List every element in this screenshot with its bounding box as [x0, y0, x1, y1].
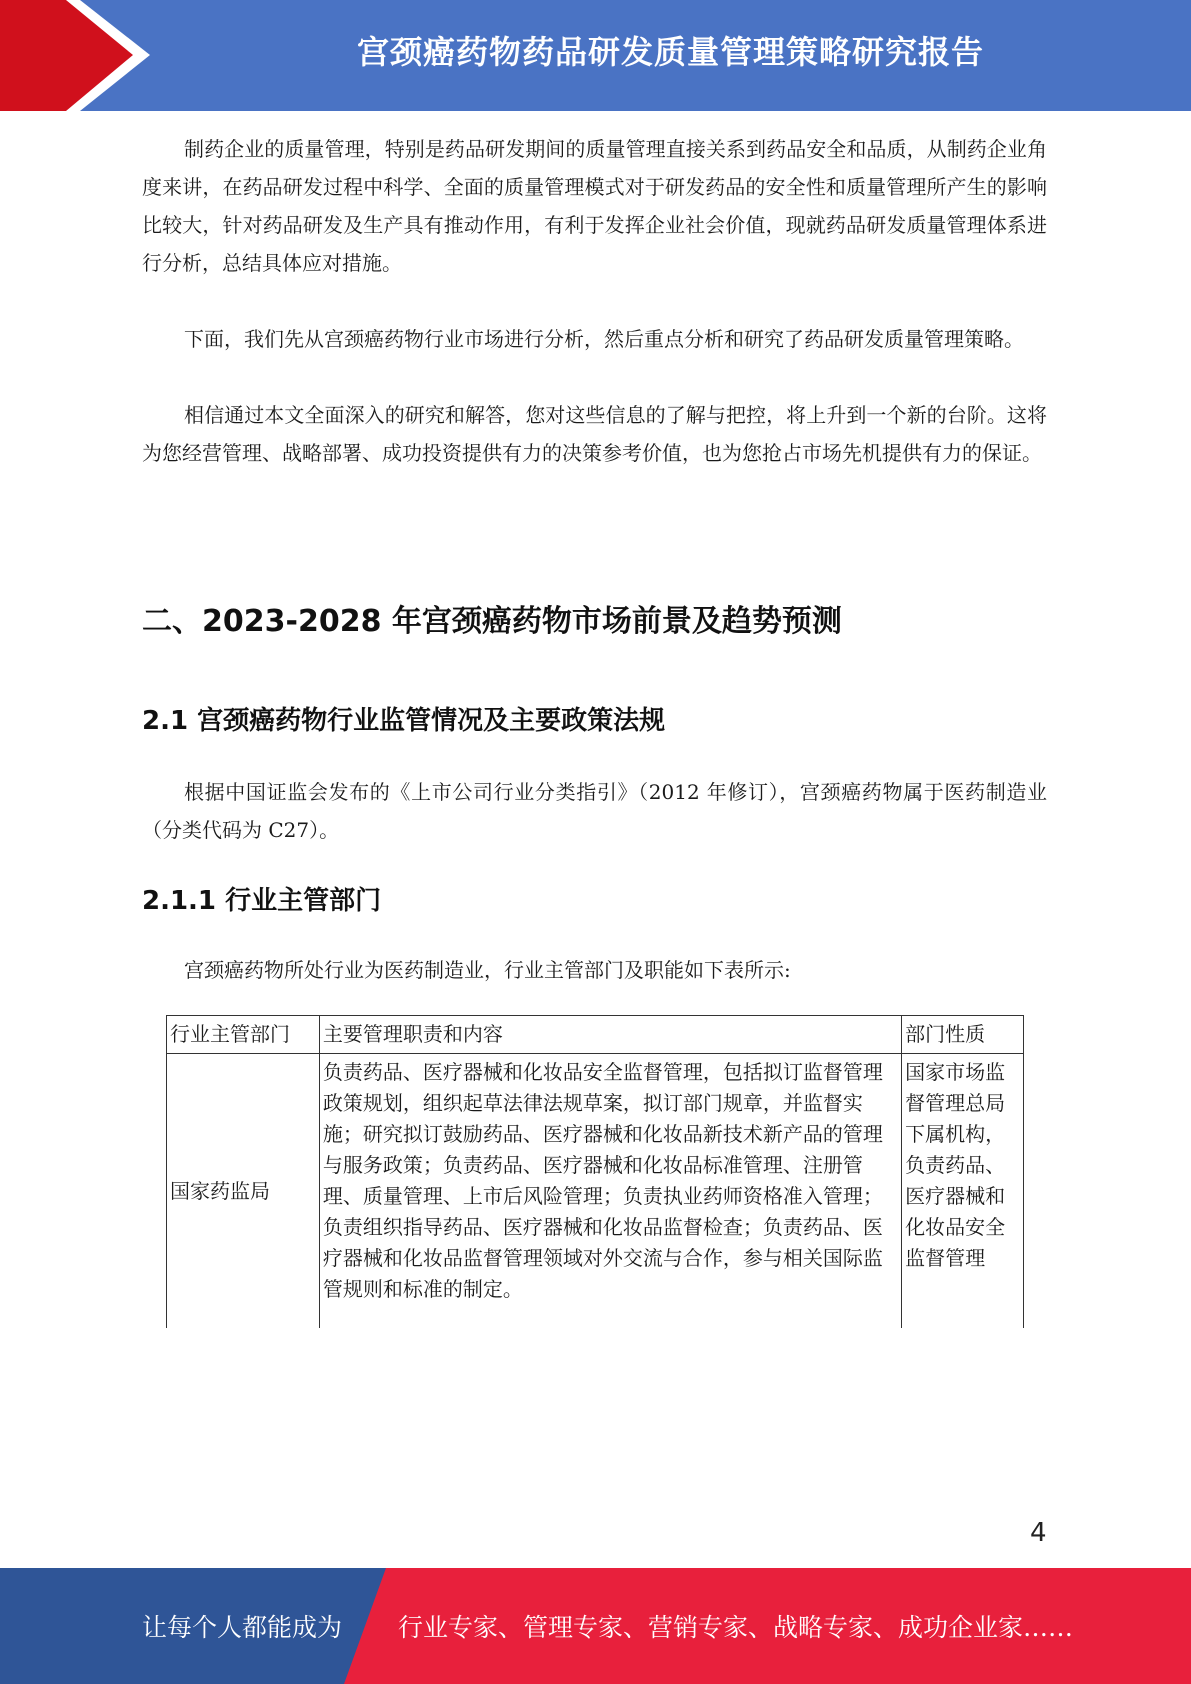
page-header: [0, 0, 1191, 111]
subsection-heading-2-1: 2.1 宫颈癌药物行业监管情况及主要政策法规: [142, 706, 666, 736]
table-cell-duties: 负责药品、医疗器械和化妆品安全监督管理，包括拟订监督管理政策规划，组织起草法律法规草案，拟订部门规章，并监督实施；研究拟订鼓励药品、医疗器械和化妆品新技术新产品的管理与服务政策；负责药品、医疗器械和化妆品标准管理、注册管理、质量管理、上市后风险管理；负责执业药师资格准入管理；负责组织指导药品、医疗器械和化妆品监督检查；负责药品、医疗器械和化妆品监督管理领域对外交流与合作，参与相关国际监管规则和标准的制定。: [319, 1054, 901, 1329]
footer-slogan-right: 行业专家、管理专家、营销专家、战略专家、成功企业家……: [398, 1613, 1074, 1642]
intro-paragraph-3: 相信通过本文全面深入的研究和解答，您对这些信息的了解与把控，将上升到一个新的台阶。这将为您经营管理、战略部署、成功投资提供有力的决策参考价值，也为您抢占市场先机提供有力的保证。: [142, 403, 1047, 465]
table-header-cell: 行业主管部门: [167, 1016, 320, 1054]
footer-slogan-left: 让每个人都能成为: [142, 1613, 343, 1642]
page-footer: [0, 1568, 1191, 1684]
report-title: 宫颈癌药物药品研发质量管理策略研究报告: [356, 33, 984, 71]
intro-paragraph-1: 制药企业的质量管理，特别是药品研发期间的质量管理直接关系到药品安全和品质，从制药企业角度来讲，在药品研发过程中科学、全面的质量管理模式对于研发药品的安全性和质量管理所产生的影响比较大，针对药品研发及生产具有推动作用，有利于发挥企业社会价值，现就药品研发质量管理体系进行分析，总结具体应对措施。: [142, 137, 1047, 275]
subsection-heading-2-1-1: 2.1.1 行业主管部门: [142, 886, 382, 916]
page-number: 4: [1030, 1518, 1047, 1548]
intro-paragraph-2: 下面，我们先从宫颈癌药物行业市场进行分析，然后重点分析和研究了药品研发质量管理策略。: [184, 327, 1024, 351]
department-table: [166, 1015, 1024, 1328]
section-heading: 二、2023-2028 年宫颈癌药物市场前景及趋势预测: [142, 604, 842, 639]
intro-section: [142, 130, 1047, 472]
subsection-2-1-1-paragraph: 宫颈癌药物所处行业为医药制造业，行业主管部门及职能如下表所示:: [184, 958, 791, 982]
table-row: [167, 1054, 1024, 1329]
subsection-2-1-paragraph: 根据中国证监会发布的《上市公司行业分类指引》（2012 年修订），宫颈癌药物属于医药制造业（分类代码为 C27）。: [142, 780, 1047, 842]
table-header-row: [167, 1016, 1024, 1054]
table-header-cell: 部门性质: [902, 1016, 1024, 1054]
table-cell-department: 国家药监局: [167, 1054, 320, 1329]
table-cell-nature: 国家市场监督管理总局下属机构，负责药品、医疗器械和化妆品安全监督管理: [902, 1054, 1024, 1329]
table-header-cell: 主要管理职责和内容: [319, 1016, 901, 1054]
